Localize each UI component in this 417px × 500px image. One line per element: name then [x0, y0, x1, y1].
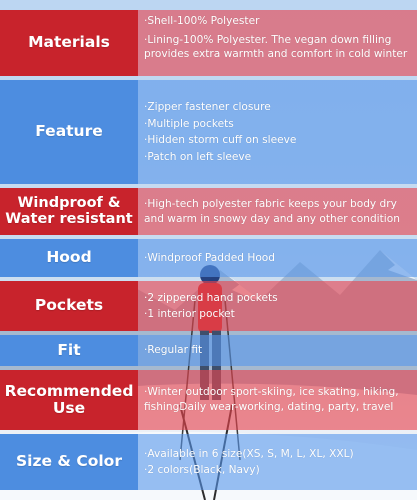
row-label: Feature: [0, 80, 138, 184]
spec-row-feature: [0, 80, 417, 184]
row-line: ·Multiple pockets: [144, 117, 234, 130]
row-line: ·1 interior pocket: [144, 308, 235, 320]
row-label: Fit: [0, 335, 138, 366]
row-label: Recommended Use: [0, 370, 138, 430]
row-content: [138, 80, 417, 184]
row-content: [138, 370, 417, 430]
row-line: ·Patch on left sleeve: [144, 150, 252, 163]
spec-row-pockets: [0, 281, 417, 331]
spec-row-materials: [0, 10, 417, 76]
row-label: Pockets: [0, 281, 138, 331]
row-content: [138, 434, 417, 490]
spec-row-size-color: [0, 434, 417, 490]
spec-row-windproof: [0, 188, 417, 235]
spec-row-fit: [0, 335, 417, 366]
row-label: Materials: [0, 10, 138, 76]
row-content: [138, 239, 417, 277]
spec-row-recommended-use: [0, 370, 417, 430]
row-line: ·Lining-100% Polyester. The vegan down filling provides extra warmth and comfort in cold winter: [144, 33, 408, 60]
row-content: [138, 335, 417, 366]
row-line: ·Available in 6 size(XS, S, M, L, XL, XXL): [144, 448, 354, 460]
row-label: Size & Color: [0, 434, 138, 490]
row-label: Hood: [0, 239, 138, 277]
row-content: [138, 10, 417, 76]
row-line: ·Regular fit: [144, 344, 203, 357]
row-line: ·Windproof Padded Hood: [144, 251, 276, 264]
row-line: ·Shell-100% Polyester: [144, 15, 260, 27]
row-line: ·Winter outdoor sport-skiing, ice skating, hiking, fishingDaily wear-working, dating, party, travel: [144, 385, 399, 413]
row-content: [138, 188, 417, 235]
row-line: ·2 colors(Black, Navy): [144, 464, 260, 476]
row-line: ·Zipper fastener closure: [144, 101, 271, 113]
row-content: [138, 281, 417, 331]
row-line: ·2 zippered hand pockets: [144, 292, 278, 304]
spec-row-hood: [0, 239, 417, 277]
row-line: ·Hidden storm cuff on sleeve: [144, 134, 297, 146]
row-line: ·High-tech polyester fabric keeps your body dry and warm in snowy day and any other condition: [144, 198, 400, 225]
row-label: Windproof & Water resistant: [0, 188, 138, 235]
